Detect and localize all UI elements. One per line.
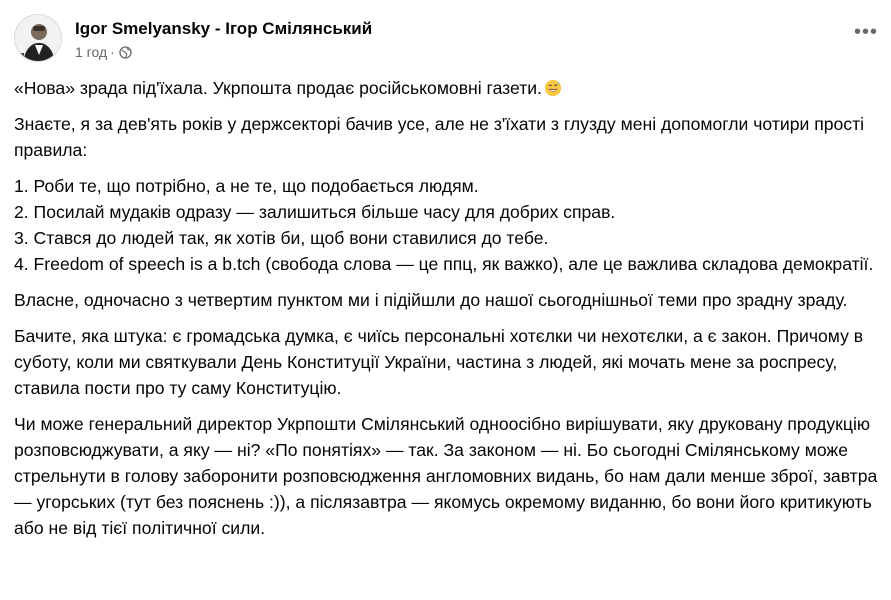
grinning-sweat-emoji — [544, 78, 562, 96]
list-item: 2. Посилай мудаків одразу — залишиться більше часу для добрих справ. — [14, 202, 616, 222]
post-header — [14, 14, 884, 66]
author-name[interactable]: Igor Smelyansky - Ігор Смілянський — [75, 19, 373, 38]
list-item: 3. Стався до людей так, як хотів би, щоб вони ставилися до тебе. — [14, 228, 549, 248]
paragraph-4: Бачите, яка штука: є громадська думка, є чиїсь персональні хотєлки чи нехотєлки, а є закон. Причому в суботу, коли ми святкували День Конституції України, частина з людей, які мочать мене за роспресу, ставила пости про ту саму Конституцію. — [14, 326, 864, 398]
post-body — [14, 75, 889, 551]
paragraph-1-text: «Нова» зрада під'їхала. Укрпошта продає російськомовні газети. — [14, 78, 543, 98]
more-horizontal-icon: ••• — [853, 21, 878, 43]
post-meta — [75, 44, 132, 60]
paragraph-2: Знаєте, я за дев'ять років у держсекторі бачив усе, але не з'їхати з глузду мені допомогли чотири прості правила: — [14, 114, 865, 160]
more-options-button[interactable] — [848, 18, 884, 54]
paragraph-1 — [14, 75, 889, 101]
list-item: 4. Freedom of speech is a b.tch (свобода слова — це ппц, як важко), але це важлива складова демократії. — [14, 254, 874, 274]
globe-icon[interactable] — [119, 46, 132, 59]
paragraph-5: Чи може генеральний директор Укрпошти Смілянський одноосібно вирішувати, яку друковану продукцію розповсюджувати, а яку — ні? «По понятіях» — так. За законом — ні. Бо сьогодні Смілянському може стрельнути в голову заборонити розповсюдження англомовних видань, бо нам дали менше зброї, завтра — угорських (тут без пояснень :)), а післязавтра — якомусь окремому виданню, бо вони його критикують або не від тієї політичної сили. — [14, 414, 878, 538]
meta-separator: · — [110, 44, 115, 60]
avatar-photo — [15, 15, 62, 62]
post-time[interactable]: 1 год — [75, 44, 108, 60]
rules-list — [14, 173, 889, 277]
list-item: 1. Роби те, що потрібно, а не те, що подобається людям. — [14, 176, 479, 196]
paragraph-3: Власне, одночасно з четвертим пунктом ми і підійшли до нашої сьогоднішньої теми про зрадну зраду. — [14, 290, 848, 310]
author-avatar[interactable] — [14, 14, 62, 62]
